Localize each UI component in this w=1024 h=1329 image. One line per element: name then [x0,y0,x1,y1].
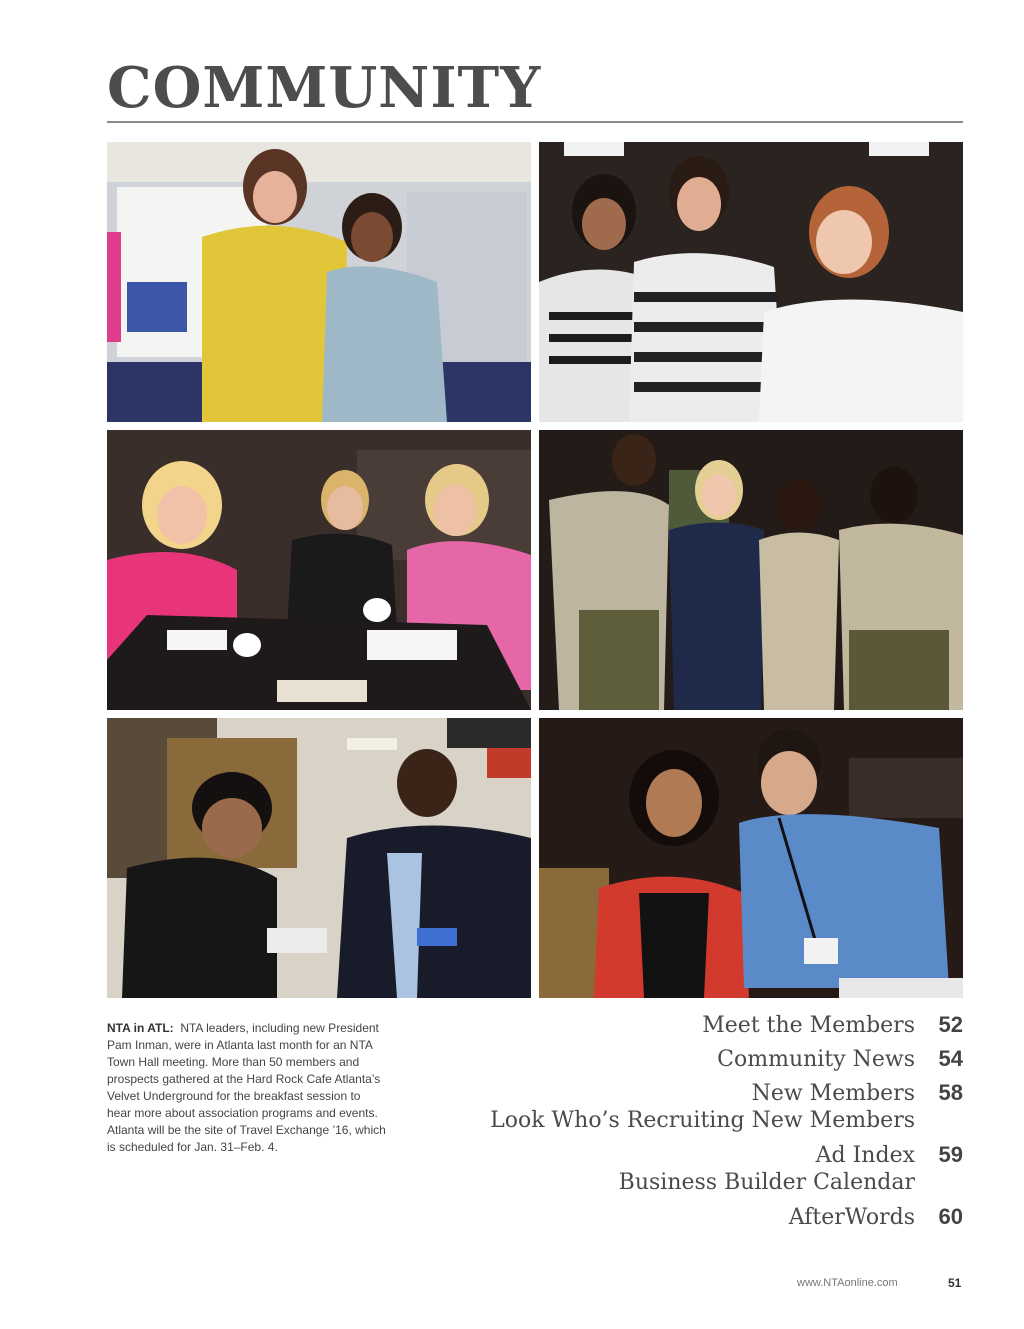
caption-lead: NTA in ATL: [107,1021,174,1035]
toc-item-page: 52 [938,1012,963,1037]
footer-url[interactable]: www.NTAonline.com [797,1277,898,1289]
toc-item-label: Meet the Members [702,1013,915,1038]
event-photo-6 [539,718,963,998]
toc-item-label: Community News [717,1047,915,1072]
caption-body: NTA leaders, including new President Pam Inman, were in Atlanta last month for an NTA Town Hall meeting. More than 50 members and prospects gathered at the Hard Rock Cafe Atlanta’s Velvet Underground for the breakfast session to hear more about association programs and events. Atlanta will be the site of Travel Exchange ’16, which is scheduled for Jan. 31–Feb. 4. [107,1021,386,1154]
toc-item-page: 54 [938,1046,963,1071]
toc-item-afterwords[interactable] [403,1204,963,1238]
section-contents [403,1012,963,1238]
toc-item-page: 60 [938,1204,963,1229]
page-title: COMMUNITY [107,55,542,121]
toc-item-page: 59 [938,1142,963,1167]
event-photo-4 [539,430,963,710]
toc-item-page: 58 [938,1080,963,1105]
photo-caption [107,1020,387,1156]
event-photo-1 [107,142,531,422]
event-photo-5 [107,718,531,998]
toc-item-label: New Members [751,1081,915,1106]
toc-item-business-builder-calendar[interactable] [403,1170,963,1204]
toc-item-look-whos-recruiting[interactable] [403,1108,963,1142]
toc-item-ad-index[interactable] [403,1142,963,1170]
toc-item-meet-the-members[interactable] [403,1012,963,1046]
event-photo-2 [539,142,963,422]
toc-item-community-news[interactable] [403,1046,963,1080]
toc-item-label: Ad Index [815,1143,915,1168]
toc-item-new-members[interactable] [403,1080,963,1108]
toc-item-label: Look Who’s Recruiting New Members [490,1108,915,1133]
title-divider [107,121,963,123]
toc-item-label: AfterWords [788,1205,915,1230]
page-number: 51 [948,1276,962,1290]
event-photo-3 [107,430,531,710]
toc-item-label: Business Builder Calendar [618,1170,915,1195]
